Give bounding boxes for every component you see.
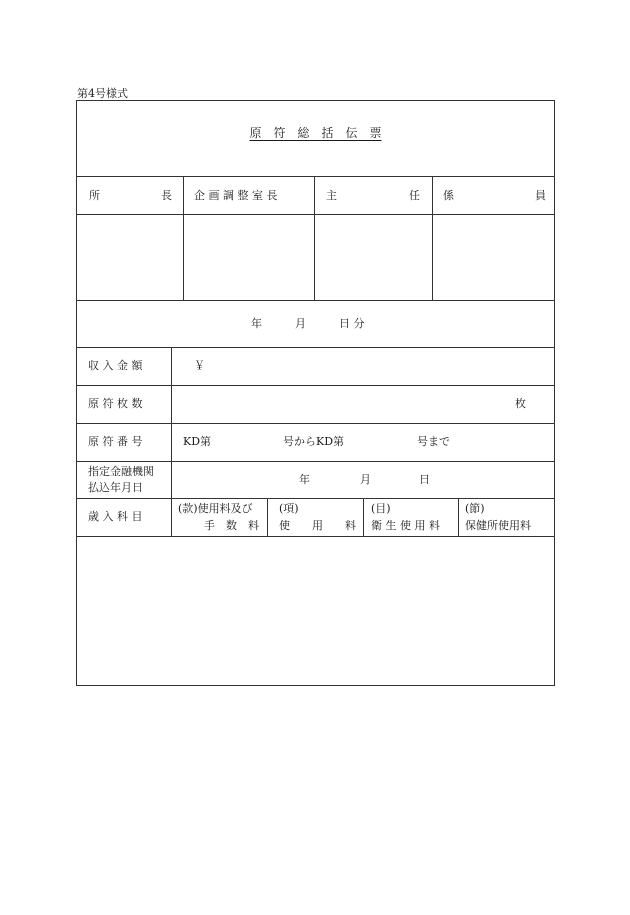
divider	[183, 176, 184, 300]
slip-count-unit: 枚	[515, 397, 526, 410]
rule	[77, 214, 554, 215]
form-title: 原 符 総 括 伝 票	[249, 126, 382, 140]
date-row: 年 月 日 分	[251, 317, 365, 330]
form-number: 第4号様式	[77, 87, 128, 100]
revenue-setsu-2: 保健所使用料	[465, 519, 531, 532]
revenue-moku-2: 衛 生 使 用 料	[371, 519, 440, 532]
revenue-label: 歳 入 科 目	[88, 510, 143, 523]
rule	[77, 498, 554, 499]
rule	[77, 461, 554, 462]
slip-form	[76, 100, 555, 686]
rule	[77, 300, 554, 301]
revenue-moku-1: (目)	[371, 502, 391, 515]
approval-director-right: 長	[161, 189, 172, 202]
payment-date-label-1: 指定金融機関	[88, 465, 154, 478]
revenue-kou-1: (項)	[279, 502, 299, 515]
income-amount-label: 収 入 金 額	[88, 359, 143, 372]
slip-number-to-prefix: 号からKD第	[283, 435, 345, 448]
payment-day: 日	[419, 473, 430, 486]
approval-planning-chief: 企 画 調 整 室 長	[194, 189, 278, 202]
payment-year: 年	[299, 473, 310, 486]
revenue-setsu-1: (節)	[465, 502, 485, 515]
slip-number-to-suffix: 号まで	[417, 435, 450, 448]
divider	[171, 347, 172, 536]
payment-date-label-2: 払込年月日	[88, 481, 143, 494]
approval-supervisor-left: 主	[326, 189, 337, 202]
rule	[77, 423, 554, 424]
yen-sign: ￥	[194, 359, 205, 372]
slip-number-from: KD第	[183, 435, 212, 448]
rule	[77, 385, 554, 386]
rule	[77, 176, 554, 177]
divider	[267, 498, 268, 536]
approval-staff-right: 員	[535, 189, 546, 202]
divider	[458, 498, 459, 536]
divider	[363, 498, 364, 536]
divider	[432, 176, 433, 300]
revenue-kan-1: (款)使用料及び	[178, 502, 253, 515]
slip-number-label: 原 符 番 号	[88, 435, 143, 448]
rule	[77, 347, 554, 348]
approval-director-left: 所	[89, 189, 100, 202]
rule	[77, 536, 554, 537]
slip-count-label: 原 符 枚 数	[88, 397, 143, 410]
payment-month: 月	[360, 473, 371, 486]
approval-supervisor-right: 任	[409, 189, 420, 202]
divider	[314, 176, 315, 300]
revenue-kan-2: 手 数 料	[204, 519, 259, 532]
revenue-kou-2: 使 用 料	[279, 519, 356, 532]
approval-staff-left: 係	[443, 189, 454, 202]
